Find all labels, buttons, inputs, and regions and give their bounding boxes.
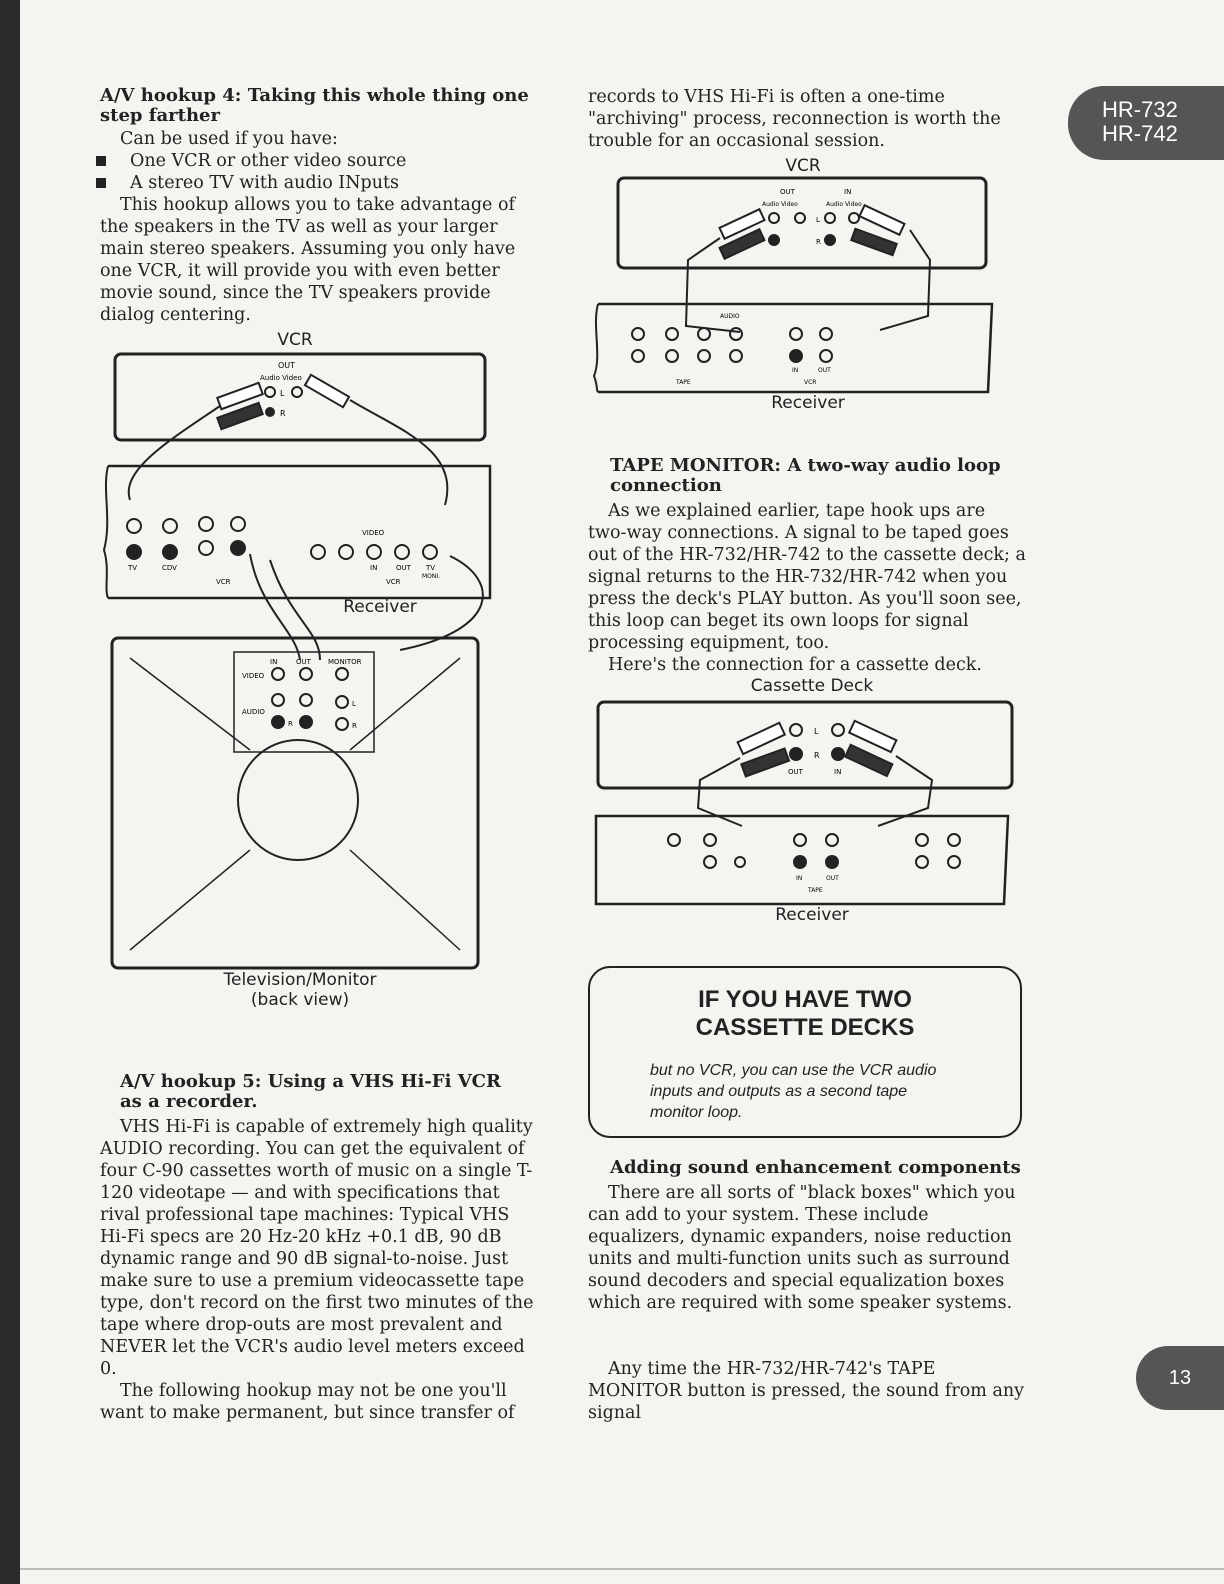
callout-title-line1: IF YOU HAVE TWO <box>698 986 912 1013</box>
left-column <box>100 86 540 326</box>
hookup5-body-1: VHS Hi-Fi is capable of extremely high quality AUDIO recording. You can get the equivalent of four C-90 cassettes worth of music on a single T-120 videotape — and with specifications that rival professional tape machines: Typical VHS Hi-Fi specs are 20 Hz-20 kHz +0.1 dB, 90 dB dynamic range and 90 dB signal-to-noise. Just make sure to use a premium videocassette tape type, don't record on the first two minutes of the tape where drop-outs are most prevalent and NEVER let the VCR's audio level meters exceed 0. <box>100 1117 534 1379</box>
model-tab-line1: HR-732 <box>1102 97 1178 122</box>
svg-text:MONITOR: MONITOR <box>328 658 362 666</box>
svg-text:AUDIO: AUDIO <box>720 313 740 320</box>
svg-text:Audio Video: Audio Video <box>826 201 862 208</box>
svg-text:Audio Video: Audio Video <box>762 201 798 208</box>
model-tab <box>1068 86 1224 160</box>
callout-body: but no VCR, you can use the VCR audio inputs and outputs as a second tape monitor loop. <box>650 1062 937 1121</box>
page-number-tab: 13 <box>1136 1346 1224 1410</box>
svg-text:VCR: VCR <box>386 578 401 586</box>
list-item: A stereo TV with audio INputs <box>96 172 540 194</box>
svg-text:VIDEO: VIDEO <box>242 672 265 680</box>
svg-text:VCR: VCR <box>216 578 231 586</box>
cassette-deck-label: Cassette Deck <box>750 676 874 696</box>
hookup5-heading: A/V hookup 5: Using a VHS Hi-Fi VCR as a recorder. <box>120 1071 501 1112</box>
svg-text:TV: TV <box>128 564 138 572</box>
final-paragraph: Any time the HR-732/HR-742's TAPE MONITOR button is pressed, the sound from any signal <box>588 1359 1025 1423</box>
bullet-square-icon <box>96 156 106 166</box>
svg-text:OUT: OUT <box>396 564 411 572</box>
receiver-label: Receiver <box>771 393 845 413</box>
svg-text:CDV: CDV <box>162 564 177 572</box>
svg-text:IN: IN <box>370 564 378 572</box>
hookup4-diagram <box>100 330 520 1020</box>
vcr-label: VCR <box>277 330 313 350</box>
svg-text:R: R <box>814 751 820 760</box>
svg-text:IN: IN <box>834 768 842 776</box>
hookup5-body-2: The following hookup may not be one you'll want to make permanent, but since transfer of <box>100 1381 515 1423</box>
callout-title-line2: CASSETTE DECKS <box>695 1014 915 1041</box>
svg-text:VCR: VCR <box>804 379 817 386</box>
svg-text:R: R <box>280 409 286 418</box>
vcr-out-label: OUT <box>278 361 296 370</box>
vcr-receiver-diagram-drawing <box>590 156 1000 418</box>
svg-text:TV: TV <box>426 564 436 572</box>
svg-text:L: L <box>280 389 285 398</box>
vcr-label: VCR <box>785 156 821 176</box>
svg-text:L: L <box>816 216 820 224</box>
tape-monitor-body: As we explained earlier, tape hook ups are two-way connections. A signal to be taped goes out of the HR-732/HR-742 to the cassette deck; a signal returns to the HR-732/HR-742 when you press the deck's PLAY button. As you'll soon see, this loop can beget its own loops for signal processing equipment, too. <box>588 501 1026 653</box>
bullet-square-icon <box>96 178 106 188</box>
right-column <box>588 86 1028 152</box>
svg-text:OUT: OUT <box>818 367 831 374</box>
page-binding-edge <box>0 0 20 1584</box>
svg-text:AUDIO: AUDIO <box>242 708 265 716</box>
svg-text:OUT: OUT <box>296 658 311 666</box>
adding-components-section <box>588 1158 1028 1314</box>
hookup4-body: This hookup allows you to take advantage of the speakers in the TV as well as your larger main stereo speakers. Assuming you only have one VCR, it will provide you with even better movie sound, since the TV speakers provide dialog centering. <box>100 195 516 325</box>
svg-text:IN: IN <box>792 367 799 374</box>
hookup4-diagram-drawing <box>100 330 520 1020</box>
svg-text:OUT: OUT <box>826 875 839 882</box>
receiver-label: Receiver <box>343 597 417 617</box>
svg-text:OUT: OUT <box>788 768 803 776</box>
tape-monitor-section <box>588 456 1028 676</box>
svg-text:R: R <box>352 722 357 730</box>
tv-label-line1: Television/Monitor <box>223 970 377 990</box>
svg-text:TAPE: TAPE <box>676 379 691 386</box>
requirements-list <box>96 150 540 194</box>
svg-text:R: R <box>816 238 821 246</box>
hookup4-heading: A/V hookup 4: Taking this whole thing one step farther <box>100 85 529 126</box>
svg-text:IN: IN <box>844 188 852 196</box>
continued-paragraph: records to VHS Hi-Fi is often a one-time "archiving" process, reconnection is worth the trouble for an occasional session. <box>588 87 1001 151</box>
final-paragraph-section <box>588 1358 1028 1424</box>
bottom-rule <box>20 1568 1224 1570</box>
tape-monitor-heading: TAPE MONITOR: A two-way audio loop connection <box>610 455 1001 496</box>
cassette-receiver-diagram <box>592 676 1016 934</box>
receiver-label: Receiver <box>775 905 849 925</box>
svg-text:IN: IN <box>270 658 278 666</box>
two-cassette-decks-callout <box>588 966 1022 1138</box>
model-tab-line2: HR-742 <box>1102 121 1178 146</box>
left-column-lower <box>100 1072 540 1424</box>
svg-text:MONI.: MONI. <box>422 573 441 580</box>
svg-text:IN: IN <box>796 875 803 882</box>
cassette-connection-text: Here's the connection for a cassette deck. <box>608 655 982 675</box>
svg-text:R: R <box>288 720 293 728</box>
svg-text:VIDEO: VIDEO <box>362 529 385 537</box>
adding-components-body: There are all sorts of "black boxes" which you can add to your system. These include equalizers, dynamic expanders, noise reduction units and multi-function units such as surround sound decoders and special equalization boxes which are required with some speaker systems. <box>588 1183 1016 1313</box>
svg-text:TAPE: TAPE <box>808 887 823 894</box>
list-item: One VCR or other video source <box>96 150 540 172</box>
svg-text:OUT: OUT <box>780 188 795 196</box>
svg-text:L: L <box>814 727 819 736</box>
adding-components-heading: Adding sound enhancement components <box>610 1157 1021 1178</box>
can-be-used-text: Can be used if you have: <box>120 129 338 149</box>
cassette-receiver-diagram-drawing <box>592 676 1016 934</box>
svg-text:Audio Video: Audio Video <box>260 374 302 382</box>
svg-text:L: L <box>352 700 356 708</box>
vcr-receiver-diagram <box>590 156 1000 418</box>
tv-label-line2: (back view) <box>250 990 350 1010</box>
